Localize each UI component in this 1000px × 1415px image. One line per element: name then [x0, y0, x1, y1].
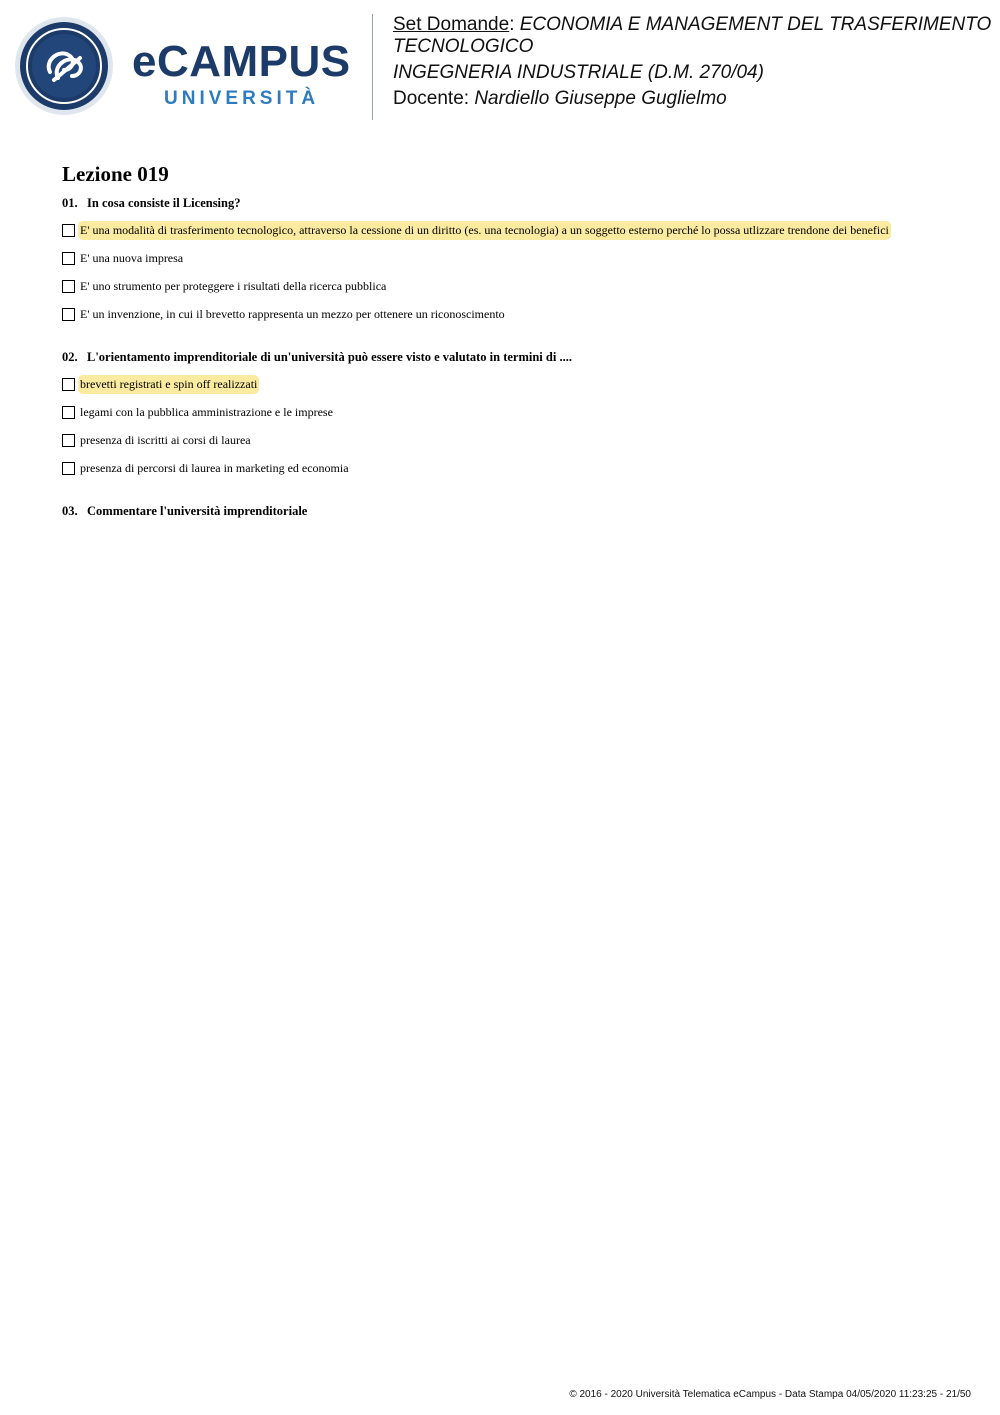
question-number: 01. — [62, 196, 78, 210]
set-label: Set Domande — [393, 14, 510, 35]
answer-text: legami con la pubblica amministrazione e le imprese — [80, 404, 333, 419]
answer-option[interactable] — [62, 220, 962, 240]
spacer — [62, 486, 962, 498]
answer-option[interactable] — [62, 430, 962, 450]
answer-checkbox[interactable] — [62, 224, 75, 237]
question-set — [62, 160, 962, 528]
answer-checkbox[interactable] — [62, 462, 75, 475]
question-text: L'orientamento imprenditoriale di un'università può essere visto e valutato in termini di .... — [87, 350, 572, 364]
degree-name: INGEGNERIA INDUSTRIALE (D.M. 270/04) — [393, 62, 764, 83]
teacher-name: Nardiello Giuseppe Guglielmo — [474, 88, 727, 109]
page-header — [0, 0, 1000, 130]
answer-option[interactable] — [62, 458, 962, 478]
answer-checkbox[interactable] — [62, 406, 75, 419]
question-heading — [62, 348, 962, 366]
answer-option[interactable] — [62, 402, 962, 422]
answer-checkbox[interactable] — [62, 308, 75, 321]
spacer — [62, 332, 962, 344]
ecampus-logo — [14, 14, 359, 118]
course-title-line — [393, 14, 998, 36]
answer-checkbox[interactable] — [62, 378, 75, 391]
answer-text-correct: E' una modalità di trasferimento tecnologico, attraverso la cessione di un diritto (es. una tecnologia) a un soggetto esterno perché lo possa utlizzare trendone dei benefici — [78, 221, 891, 240]
answer-option[interactable] — [62, 276, 962, 296]
answer-option[interactable] — [62, 304, 962, 324]
answer-checkbox[interactable] — [62, 252, 75, 265]
answer-text: E' una nuova impresa — [80, 250, 184, 265]
course-title: ECONOMIA E MANAGEMENT DEL TRASFERIMENTO — [519, 14, 992, 35]
question-text: Commentare l'università imprenditoriale — [87, 504, 308, 518]
answer-checkbox[interactable] — [62, 434, 75, 447]
teacher-line — [393, 88, 998, 110]
question-text: In cosa consiste il Licensing? — [87, 196, 241, 210]
course-title-continued: TECNOLOGICO — [393, 36, 534, 57]
ecampus-emblem-icon — [14, 16, 114, 116]
question-number: 02. — [62, 350, 78, 364]
question-heading — [62, 194, 962, 212]
teacher-label: Docente: — [393, 88, 470, 109]
question-number: 03. — [62, 504, 78, 518]
question-heading — [62, 502, 962, 520]
logo-subtitle: UNIVERSITÀ — [164, 88, 320, 109]
answer-text: presenza di percorsi di laurea in marketing ed economia — [80, 460, 349, 475]
answer-text-correct: brevetti registrati e spin off realizzati — [78, 375, 259, 394]
answer-option[interactable] — [62, 248, 962, 268]
set-separator: : — [509, 14, 515, 35]
logo-wordmark: eCAMPUS — [132, 37, 351, 86]
lesson-title: Lezione 019 — [62, 162, 169, 186]
answer-option[interactable] — [62, 374, 962, 394]
page-footer: © 2016 - 2020 Università Telematica eCampus - Data Stampa 04/05/2020 11:23:25 - 21/50 — [569, 1389, 971, 1400]
answer-checkbox[interactable] — [62, 280, 75, 293]
header-divider — [372, 14, 373, 120]
answer-text: presenza di iscritti ai corsi di laurea — [80, 432, 251, 447]
answer-text: E' uno strumento per proteggere i risultati della ricerca pubblica — [80, 278, 387, 293]
course-info — [393, 14, 998, 110]
answer-text: E' un invenzione, in cui il brevetto rappresenta un mezzo per ottenere un riconoscimento — [80, 306, 505, 321]
